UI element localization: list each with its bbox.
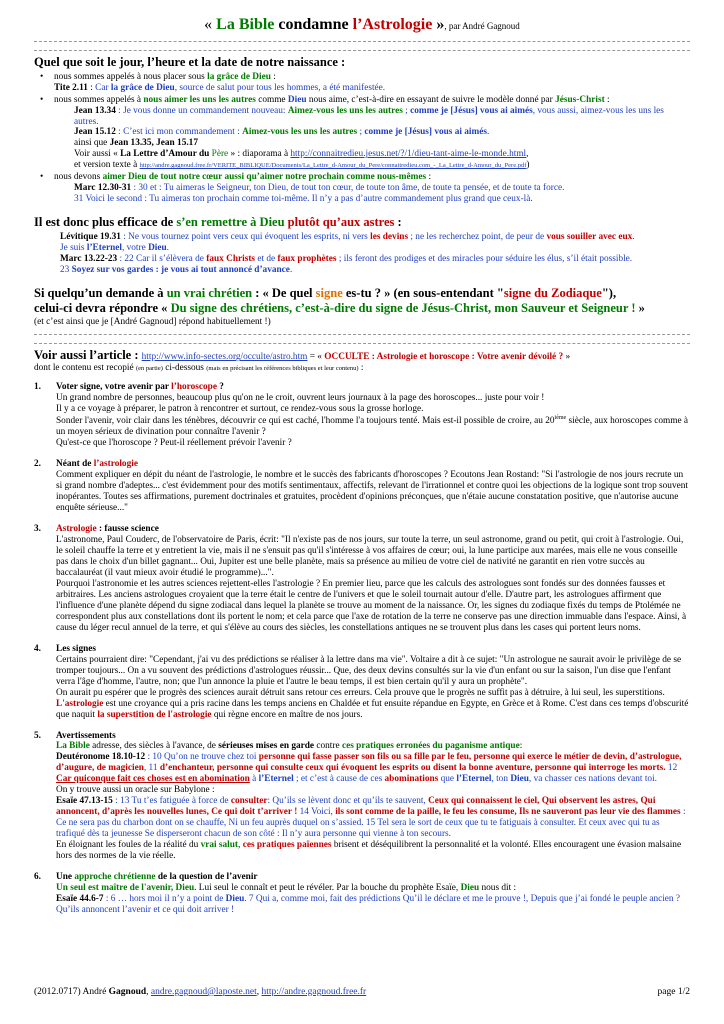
article-item-2: 2. Néant de l’astrologie Comment expliquer en dépit du néant de l'astrologie, le nombre et le succès des fabricants d'horoscopes ? Ecoutons Jean Rostand: "Si l'astrologie de nos jours recrute un si grand nombre d'adeptes... c'est évidemment pour des motifs sentimentaux, affectifs, relevant de l'irrationnel et contre quoi les objections de la logique sont trop souvent inopérantes. Toutes ses affirmations, purement doctrinales et gratuites, procèdent d'opinions préconçues, que n'étaie aucune constatation positive, que n'autorise aucune enquête sérieuse..." xyxy=(34,459,688,514)
separator xyxy=(34,41,690,51)
section2-verses: Lévitique 19.31 : Ne vous tournez point vers ceux qui évoquent les esprits, ni vers les devins ; ne les recherchez point, de peur de vous souiller avec eux. Je suis l’Eternel, votre Dieu. Marc 13.22-23 : 22 Car il s’élèvera de faux Christs et de faux prophètes ; ils feront des prodiges et des miracles pour séduire les élus, s’il était possible. 23 Soyez sur vos gardes : je vous ai tout annoncé d’avance. xyxy=(60,232,635,275)
article-item-6: 6. Une approche chrétienne de la question de l’avenir Un seul est maître de l'avenir, Dieu. Lui seul le connaît et peut le révéler. Par la bouche du prophète Esaïe, Dieu nous dit : Esaïe 44.6-7 : 6 … hors moi il n’y a point de Dieu. 7 Qui a, comme moi, fait des prédictions Qu’il le déclare et me le prouve !, Depuis que j’ai fondé le peuple ancien ? Qu’ils annoncent l’avenir et ce qui doit arriver ! xyxy=(34,872,681,916)
voir-aussi: Voir aussi l’article : http://www.info-sectes.org/occulte/astro.htm = « OCCULTE : Astrologie et horoscope : Votre avenir dévoilé ? » dont le contenu est recopié (en partie) ci-dessous (mais en précisant les références bibliques et leur contenu) : xyxy=(34,348,571,374)
page-footer: (2012.0717) André Gagnoud, andre.gagnoud@laposte.net, http://andre.gagnoud.free.fr page 1/2 xyxy=(34,987,690,997)
section1-list xyxy=(34,72,690,206)
section1-heading: Quel que soit le jour, l’heure et la date de notre naissance : xyxy=(34,54,346,69)
bullet-aimer-dieu: • nous devons aimer Dieu de tout notre cœur aussi qu’aimer notre prochain comme nous-mêmes : Marc 12.30-31 : 30 et : Tu aimeras le Seigneur, ton Dieu, de tout ton cœur, de toute ton âme, de toute ta pensée, et de toute ta force. 31 Voici le second : Tu aimeras ton prochain comme toi-même. Il n’y a pas d’autre commandement plus grand que ceux-là. xyxy=(46,172,690,205)
section3-note: (et c’est ainsi que je [André Gagnoud] répond habituellement !) xyxy=(34,317,271,328)
section3-question: Si quelqu’un demande à un vrai chrétien : « De quel signe es-tu ? » (en sous-entendant "signe du Zodiaque"), celui-ci devra répondre « Du signe des chrétiens, c’est-à-dire du signe de Jésus-Christ, mon Sauveur et Seigneur ! » xyxy=(34,285,645,315)
diaporama-link[interactable]: http://connaitredieu.jesus.net/?/1/dieu-tant-aime-le-monde.html xyxy=(290,149,527,160)
title-bible: La Bible xyxy=(216,16,275,33)
lettre-pdf-link[interactable]: http://andre.gagnoud.free.fr/VERITE_BIBLIQUE/Documents/La_Lettre_d-Amour_du_Pere/connaitredieu.com_-_La_Lettre_d-Amour_du_Pere.pdf xyxy=(139,162,527,170)
email-link[interactable]: andre.gagnoud@laposte.net xyxy=(150,987,257,997)
article-item-1: 1. Voter signe, votre avenir par l’horoscope ? Un grand nombre de personnes, beaucoup plus qu'on ne le croit, ouvrent leurs journaux à la page des horoscopes... juste pour voir ! Il y a ce voyage à préparer, le patron à rencontrer et surtout, ce rendez-vous sous la grosse horloge. Sonder l'avenir, voir clair dans les ténèbres, découvrir ce qui est caché, l'homme l'a toujours tenté. Mais est-il possible de croire, au 20ième siècle, aux horoscopes comme à un moyen sérieux de divination pour connaître l'avenir ? Qu'est-ce que l'horoscope ? Peut-il réellement prévoir l'avenir ? xyxy=(34,382,689,449)
website-link[interactable]: http://andre.gagnoud.free.fr xyxy=(261,987,367,997)
page-title: « La Bible condamne l’Astrologie », par André Gagnoud xyxy=(204,16,520,33)
title-byline: , par André Gagnoud xyxy=(444,21,520,31)
article-list xyxy=(34,382,690,916)
section2-heading: Il est donc plus efficace de s’en remettre à Dieu plutôt qu’aux astres : xyxy=(34,215,402,230)
document-page xyxy=(34,12,690,926)
article-item-3: 3. Astrologie : fausse science L'astronome, Paul Couderc, de l'observatoire de Paris, écrit: "Il n'existe pas de nos jours, sur toute la terre, un seul astronome, grand ou petit, qui croit à l'astrologie. Oui, le soleil chauffe la terre et y entretient la vie, mais il ne s'ensuit pas qu'il s'intéresse à vos affaires de cœur; oui, la lune participe aux marées, mais elle ne vous conseille pas dans le choix d'un billet gagnant... Oui, Jupiter est une belle planète, mais sa présence au milieu de votre ciel de nativité ne garantit en rien votre succès au baccalauréat (il vaut mieux avoir étudié le programme)...". Pourquoi l'astronomie et les autres sciences rejettent-elles l'astrologie ? En premier lieu, parce que les calculs des astrologues sont fondés sur des données fausses et arbitraires. Les anciens astrologues croyaient que la terre était le centre de l'univers et que le soleil tournait autour d'elle. D'autre part, les astrologues affirment que l'influence d'une planète dépend du signe zodiacal dans lequel la planète se trouve au moment de la naissance. Or, les signes du zodiaque fixés du temps de Ptolémée ne correspondent plus aux constellations dont ils portent le nom; et cela parce que l'axe de rotation de la terre ne conserve pas une direction immuable dans l'espace. Ainsi, à cause du léger recul annuel de la terre, et qui s'élève au cours des siècles, les constellations antiques ne se trouvent plus dans les cases qui portent leurs noms. xyxy=(34,524,687,633)
separator xyxy=(34,334,690,344)
title-astrologie: l’Astrologie xyxy=(352,16,433,33)
bullet-grace: • nous sommes appelés à nous placer sous la grâce de Dieu : Tite 2.11 : Car la grâce de Dieu, source de salut pour tous les hommes, a été manifestée. xyxy=(46,72,690,94)
page-number: page 1/2 xyxy=(657,987,690,997)
article-item-4: 4. Les signes Certains pourraient dire: "Cependant, j'ai vu des prédictions se réaliser à la lettre dans ma vie". Voltaire a dit à ce sujet: "Un astrologue ne saurait avoir le privilège de se tromper toujours... On a vu souvent des prédictions d'astrologues réussir... Que, des deux devins consultés sur la vie d'un enfant ou sur la saison, l'un dise que l'enfant verra l'âge d'homme, l'autre, non; que l'un annonce la pluie et l'autre le beau temps, il est bien certain qu'il y aura un prophète". On aurait pu espérer que le progrès des sciences aurait détruit sans retour ces erreurs. Cela prouve que le progrès ne suffit pas à détruire, à lui seul, les superstitions. L'astrologie est une croyance qui a pris racine dans les temps anciens en Chaldée et fut ensuite répandue en Egypte, en Grèce et à Rome. C'est dans ces temps d'obscurité que naquit la superstition de l'astrologie qui règne encore en maître de nos jours. xyxy=(34,643,689,720)
bullet-love: • nous sommes appelés à nous aimer les uns les autres comme Dieu nous aime, c’est-à-dire en essayant de suivre le modèle donné par Jésus-Christ : Jean 13.34 : Je vous donne un commandement nouveau: Aimez-vous les uns les autres ; comme je [Jésus] vous ai aimés, vous aussi, aimez-vous les uns les autres. Jean 15.12 : C’est ici mon commandement : Aimez-vous les uns les autres ; comme je [Jésus] vous ai aimés. ainsi que Jean 13.35, Jean 15.17 Voir aussi « La Lettre d’Amour du Père » : diaporama à http://connaitredieu.jesus.net/?/1/dieu-tant-aime-le-monde.html, et version texte à http://andre.gagnoud.free.fr/VERITE_BIBLIQUE/Documents/La_Lettre_d-Amour_du_Pere/connaitredieu.com_-_La_Lettre_d-Amour_du_Pere.pdf) xyxy=(46,95,690,172)
info-sectes-link[interactable]: http://www.info-sectes.org/occulte/astro.htm xyxy=(141,352,308,363)
article-item-5: 5. Avertissements La Bible adresse, des siècles à l'avance, de sérieuses mises en garde contre ces pratiques erronées du paganisme antique: Deutéronome 18.10-12 : 10 Qu’on ne trouve chez toi personne qui fasse passer son fils ou sa fille par le feu, personne qui exerce le métier de devin, d’astrologue, d’augure, de magicien, 11 d’enchanteur, personne qui consulte ceux qui évoquent les esprits ou disent la bonne aventure, personne qui interroge les morts. 12 Car quiconque fait ces choses est en abomination à l’Eternel ; et c’est à cause de ces abominations que l’Eternel, ton Dieu, va chasser ces nations devant toi. On y trouve aussi un oracle sur Babylone : Esaïe 47.13-15 : 13 Tu t’es fatiguée à force de consulter: Qu’ils se lèvent donc et qu’ils te sauvent, Ceux qui connaissent le ciel, Qui observent les astres, Qui annoncent, d’après les nouvelles lunes, Ce qui doit t’arriver ! 14 Voici, ils sont comme de la paille, le feu les consume, Ils ne sauveront pas leur vie des flammes : Ce ne sera pas du charbon dont on se chauffe, Ni un feu auprès duquel on s’assied. 15 Tel sera le sort de ceux que tu te fatiguais à consulter. Et ceux avec qui tu as trafiqué dès ta jeunesse Se disperseront chacun de son côté : Il n’y aura personne qui vienne à ton secours. En éloignant les foules de la réalité du vrai salut, ces pratiques païennes brisent et déséquilibrent la personnalité et la volonté. Elles encouragent une évasion malsaine hors des normes de la vie réelle. xyxy=(34,730,686,862)
